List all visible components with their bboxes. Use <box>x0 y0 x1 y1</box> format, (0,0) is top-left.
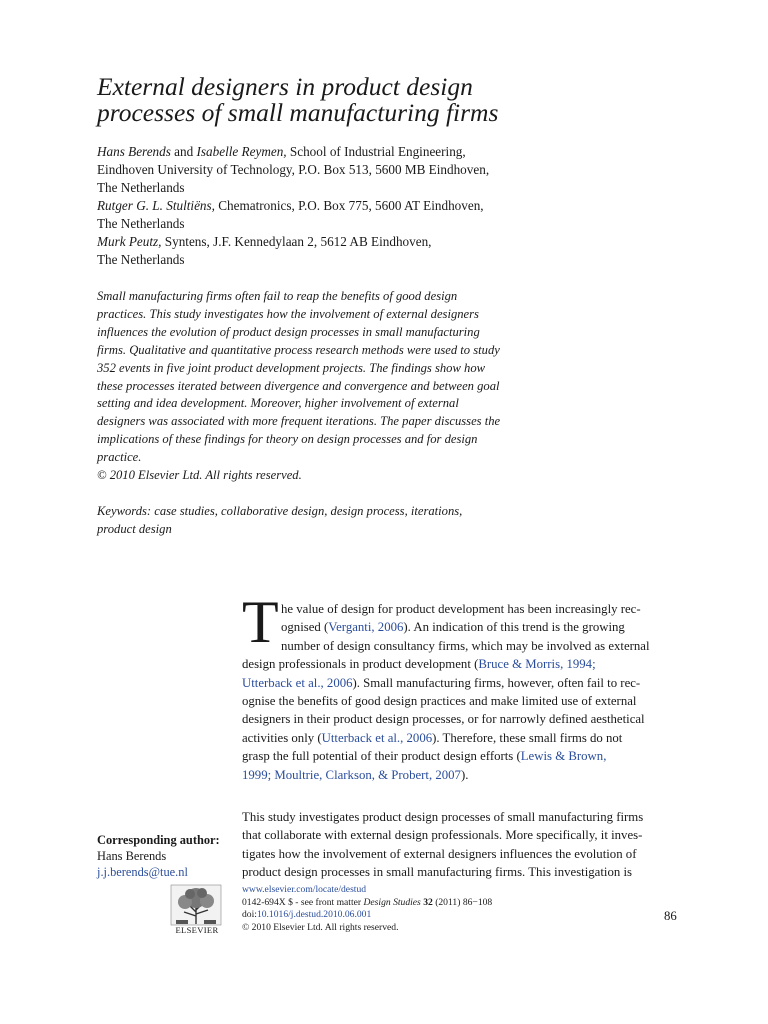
publisher-name: ELSEVIER <box>175 925 219 935</box>
journal-name: Design Studies <box>363 896 421 908</box>
author-name: Rutger G. L. Stultiëns, <box>97 198 215 213</box>
body-text: ). Therefore, these small firms do not <box>432 730 623 745</box>
author-line <box>97 233 657 251</box>
article-footer <box>242 884 662 934</box>
citation-link[interactable]: 1999; Moultrie, Clarkson, & Probert, 2007 <box>242 767 461 782</box>
author-conjunction: and <box>170 144 197 159</box>
doi-link[interactable]: 10.1016/j.destud.2010.06.001 <box>256 909 372 920</box>
corresponding-author <box>97 832 237 880</box>
citation-link[interactable]: Bruce & Morris, 1994; <box>478 657 596 672</box>
citation-link[interactable]: Verganti, 2006 <box>328 620 404 635</box>
affiliation-line: The Netherlands <box>97 216 185 231</box>
abstract-line: practices. This study investigates how the involvement of external designers <box>97 306 479 321</box>
affiliation-line: The Netherlands <box>97 180 185 195</box>
issn-line <box>242 897 662 910</box>
title-line: processes of small manufacturing firms <box>97 98 499 127</box>
abstract-line: implications of these findings for theory on design processes and for design <box>97 432 478 447</box>
issn-text: 0142-694X $ - see front matter <box>242 896 364 908</box>
citation-link[interactable]: Utterback et al., 2006 <box>242 675 353 690</box>
body-line <box>242 766 682 784</box>
author-name: Murk Peutz, <box>97 234 162 249</box>
abstract-copyright: © 2010 Elsevier Ltd. All rights reserved. <box>97 468 302 483</box>
abstract <box>97 288 657 485</box>
corresponding-email-link[interactable]: j.j.berends@tue.nl <box>97 865 188 879</box>
body-text: ognised ( <box>281 620 329 635</box>
corresponding-name: Hans Berends <box>97 849 167 863</box>
article-title <box>97 74 687 126</box>
citation-link[interactable]: Utterback et al., 2006 <box>321 730 433 745</box>
body-paragraph-1 <box>242 600 682 784</box>
affiliation-text: School of Industrial Engineering, <box>286 144 466 159</box>
body-line: product design processes in small manufacturing firms. This investigation is <box>242 865 633 880</box>
body-text: activities only ( <box>242 730 322 745</box>
body-line: that collaborate with external design professionals. More specifically, it inves- <box>242 828 643 843</box>
doi-label: doi: <box>242 909 257 920</box>
keywords <box>97 502 657 538</box>
body-line <box>242 674 682 692</box>
body-text: ). An indication of this trend is the growing <box>403 620 625 635</box>
author-line <box>97 197 657 215</box>
author-affiliations <box>97 143 657 269</box>
body-paragraph-2 <box>242 808 682 882</box>
citation-link[interactable]: Lewis & Brown, <box>520 749 607 764</box>
abstract-line: these processes iterated between divergence and convergence and between goal <box>97 378 500 393</box>
keywords-line: Keywords: case studies, collaborative design, design process, iterations, <box>97 504 463 518</box>
body-line <box>242 655 682 673</box>
page-number: 86 <box>664 909 677 923</box>
footer-copyright: © 2010 Elsevier Ltd. All rights reserved. <box>242 921 399 933</box>
author-name: Isabelle Reymen, <box>196 144 287 159</box>
doi-line <box>242 909 662 922</box>
body-line: number of design consultancy firms, which may be involved as external <box>281 638 650 653</box>
body-line <box>242 747 682 765</box>
body-line <box>242 618 682 636</box>
affiliation-text: Chematronics, P.O. Box 775, 5600 AT Eindhoven, <box>214 198 484 213</box>
body-line: This study investigates product design processes of small manufacturing firms <box>242 810 644 824</box>
body-text: grasp the full potential of their product design efforts ( <box>242 749 521 764</box>
abstract-line: practice. <box>97 450 142 465</box>
keywords-line: product design <box>97 522 172 536</box>
body-text: ). <box>460 767 469 782</box>
journal-url-link[interactable]: www.elsevier.com/locate/destud <box>242 884 367 895</box>
abstract-line: Small manufacturing firms often fail to reap the benefits of good design <box>97 289 458 303</box>
author-line <box>97 143 657 161</box>
abstract-line: 352 events in five joint product development projects. The findings show how <box>97 360 486 375</box>
affiliation-text: Syntens, J.F. Kennedylaan 2, 5612 AB Eindhoven, <box>161 234 432 249</box>
body-text: ). Small manufacturing firms, however, often fail to rec- <box>352 675 641 690</box>
body-line: ognise the benefits of good design practices and make limited use of external <box>242 694 637 709</box>
affiliation-line: Eindhoven University of Technology, P.O. Box 513, 5600 MB Eindhoven, <box>97 162 490 177</box>
body-text: design professionals in product development ( <box>242 657 479 672</box>
body-line <box>242 729 682 747</box>
body-line: designers in their product design processes, or for narrowly defined aesthetical <box>242 712 645 727</box>
abstract-line: influences the evolution of product design processes in small manufacturing <box>97 324 480 339</box>
corresponding-label: Corresponding author: <box>97 833 220 847</box>
abstract-line: setting and idea development. Moreover, higher involvement of external <box>97 396 459 411</box>
volume: 32 <box>420 896 433 908</box>
abstract-line: designers was associated with more frequent iterations. The paper discusses the <box>97 414 501 429</box>
body-line: he value of design for product development has been increasingly rec- <box>281 602 641 616</box>
affiliation-line: The Netherlands <box>97 252 185 267</box>
abstract-line: firms. Qualitative and quantitative process research methods were used to study <box>97 342 500 357</box>
pages-text: (2011) 86−108 <box>432 896 493 908</box>
drop-cap: T <box>242 589 279 655</box>
author-name: Hans Berends <box>97 144 171 159</box>
body-line: tigates how the involvement of external designers influences the evolution of <box>242 846 637 861</box>
title-line: External designers in product design <box>97 72 473 101</box>
